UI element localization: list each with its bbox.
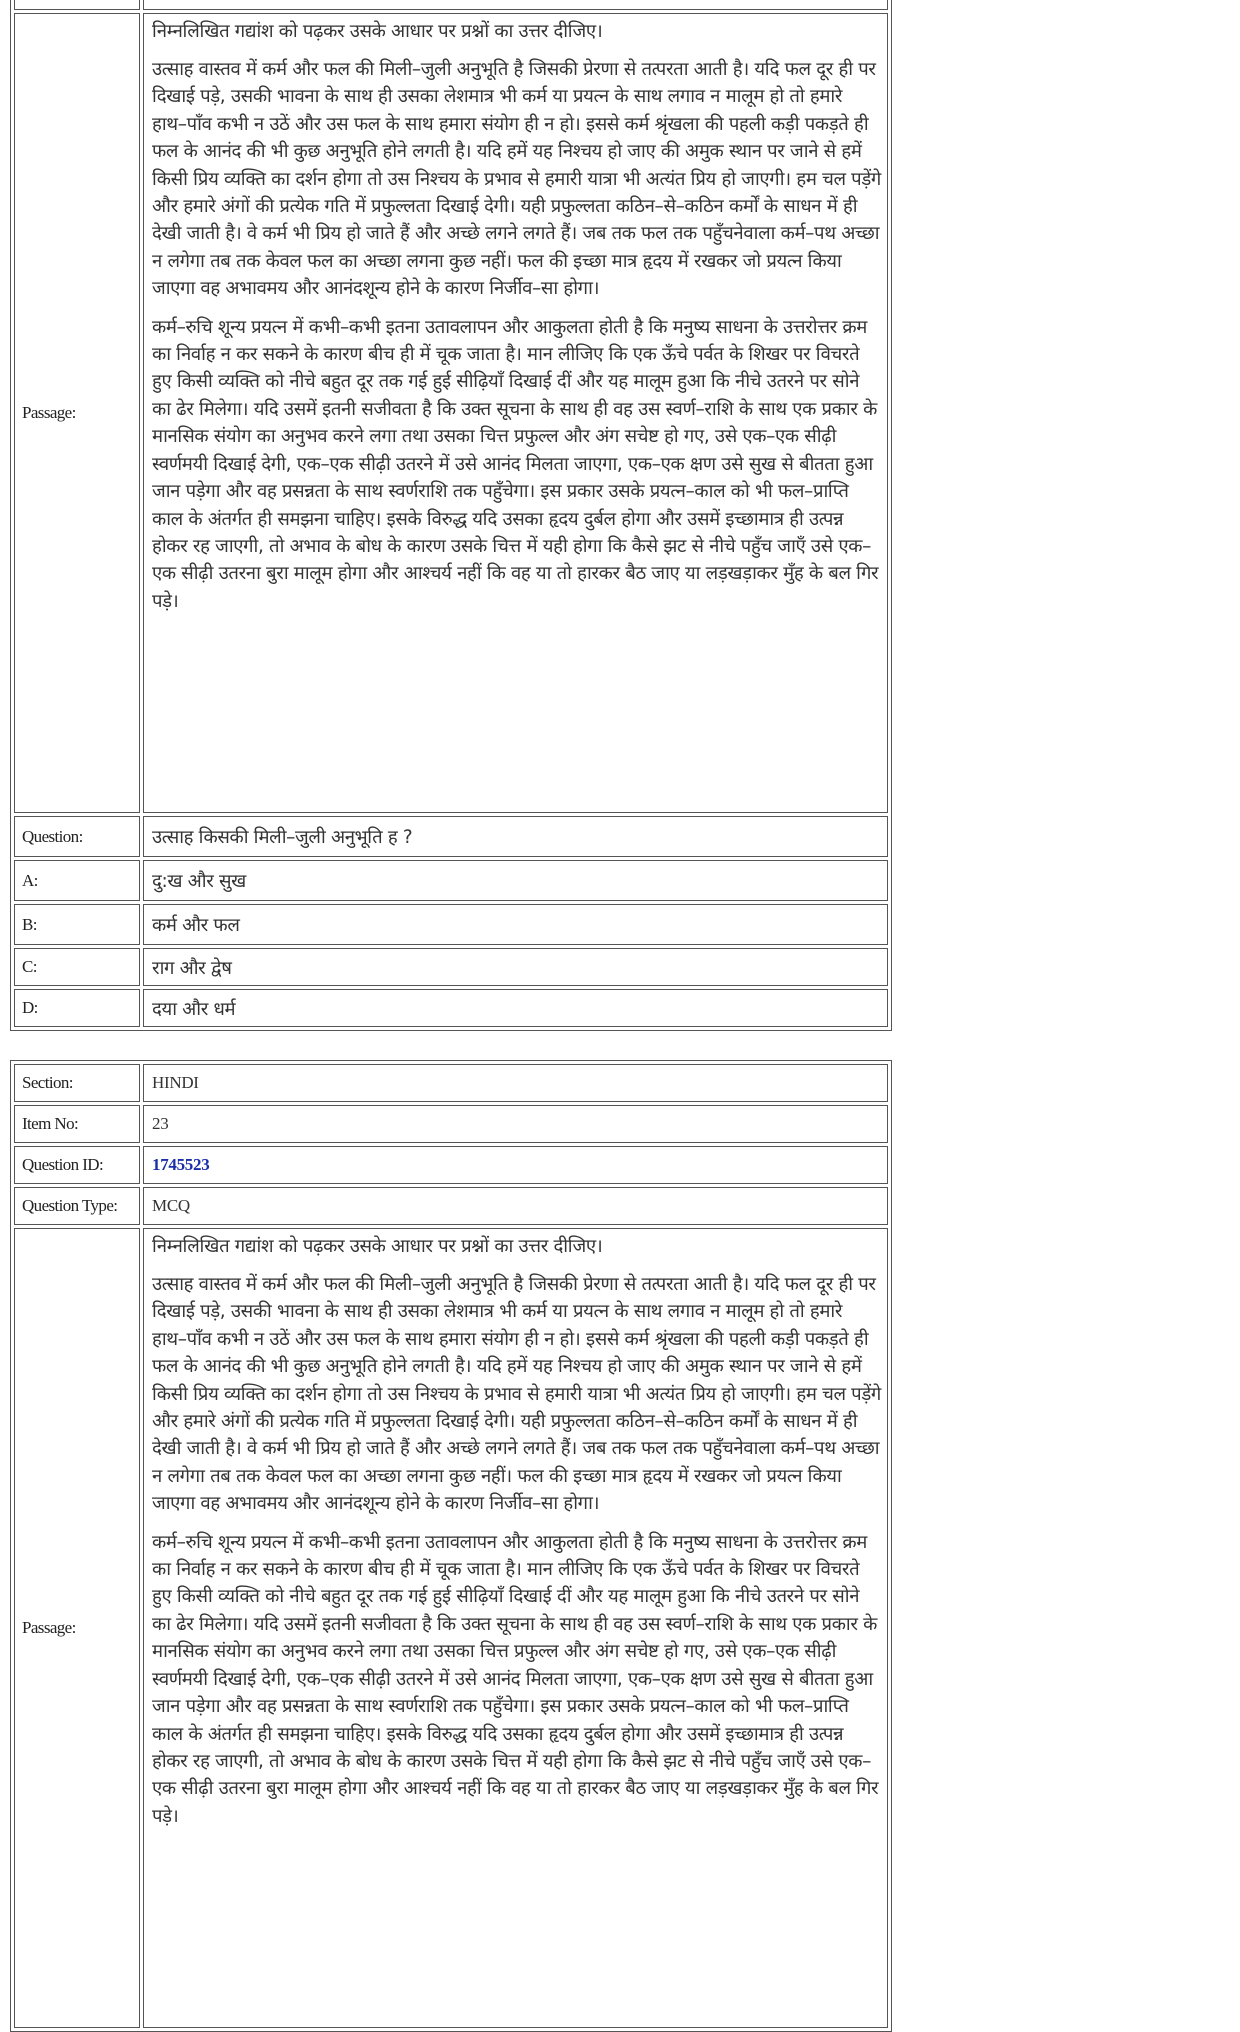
option-c-text: राग और द्वेष — [143, 948, 888, 986]
previous-value-cell — [143, 0, 888, 10]
passage-intro: निम्नलिखित गद्यांश को पढ़कर उसके आधार पर प्रश्नों का उत्तर दीजिए। — [152, 21, 603, 42]
question-block-2 — [10, 1060, 892, 2032]
question-text: उत्साह किसकी मिली–जुली अनुभूति ह ? — [143, 816, 888, 857]
question-type-label: Question Type: — [14, 1187, 140, 1225]
option-b-text: कर्म और फल — [143, 904, 888, 945]
passage-paragraph-2-2: कर्म–रुचि शून्य प्रयत्न में कभी–कभी इतना उतावलापन और आकुलता होती है कि मनुष्य साधना के उत्तरोत्तर क्रम का निर्वाह न कर सकने के कारण बीच ही में चूक जाता है। मान लीजिए कि एक ऊँचे पर्वत के शिखर पर विचरते हुए किसी व्यक्ति को नीचे बहुत दूर तक गई हुई सीढ़ियाँ दिखाई दीं और यह मालूम हुआ कि नीचे उतरने पर सोने का ढेर मिलेगा। यदि उसमें इतनी सजीवता है कि उक्त सूचना के साथ ही वह उस स्वर्ण–राशि के साथ एक प्रकार के मानसिक संयोग का अनुभव करने लगा तथा उसका चित्त प्रफुल्ल और अंग सचेष्ट हो गए, उसे एक–एक सीढ़ी स्वर्णमयी दिखाई देगी, एक–एक सीढ़ी उतरने में उसे आनंद मिलता जाएगा, एक–एक क्षण उसे सुख से बीतता हुआ जान पड़ेगा और वह प्रसन्नता के साथ स्वर्णराशि तक पहुँचेगा। इस प्रकार उसके प्रयत्न–काल को भी फल–प्राप्ति काल के अंतर्गत ही समझना चाहिए। इसके विरुद्ध यदि उसका हृदय दुर्बल होगा और उसमें इच्छामात्र ही उत्पन्न होकर रह जाएगी, तो अभाव के बोध के कारण उसके चित्त में यही होगा कि कैसे झट से नीचे पहुँच जाएँ उसे एक–एक सीढ़ी उतरना बुरा मालूम होगा और आश्चर्य नहीं कि वह या तो हारकर बैठ जाए या लड़खड़ाकर मुँह के बल गिर पड़े। — [152, 1531, 879, 1827]
option-a-text: दु:ख और सुख — [143, 860, 888, 901]
item-no-label: Item No: — [14, 1105, 140, 1143]
passage-text — [143, 13, 888, 813]
section-label: Section: — [14, 1064, 140, 1102]
question-label: Question: — [14, 816, 140, 857]
previous-label-cell — [14, 0, 140, 10]
passage-paragraph-2: कर्म–रुचि शून्य प्रयत्न में कभी–कभी इतना उतावलापन और आकुलता होती है कि मनुष्य साधना के उत्तरोत्तर क्रम का निर्वाह न कर सकने के कारण बीच ही में चूक जाता है। मान लीजिए कि एक ऊँचे पर्वत के शिखर पर विचरते हुए किसी व्यक्ति को नीचे बहुत दूर तक गई हुई सीढ़ियाँ दिखाई दीं और यह मालूम हुआ कि नीचे उतरने पर सोने का ढेर मिलेगा। यदि उसमें इतनी सजीवता है कि उक्त सूचना के साथ ही वह उस स्वर्ण–राशि के साथ एक प्रकार के मानसिक संयोग का अनुभव करने लगा तथा उसका चित्त प्रफुल्ल और अंग सचेष्ट हो गए, उसे एक–एक सीढ़ी स्वर्णमयी दिखाई देगी, एक–एक सीढ़ी उतरने में उसे आनंद मिलता जाएगा, एक–एक क्षण उसे सुख से बीतता हुआ जान पड़ेगा और वह प्रसन्नता के साथ स्वर्णराशि तक पहुँचेगा। इस प्रकार उसके प्रयत्न–काल को भी फल–प्राप्ति काल के अंतर्गत ही समझना चाहिए। इसके विरुद्ध यदि उसका हृदय दुर्बल होगा और उसमें इच्छामात्र ही उत्पन्न होकर रह जाएगी, तो अभाव के बोध के कारण उसके चित्त में यही होगा कि कैसे झट से नीचे पहुँच जाएँ उसे एक–एक सीढ़ी उतरना बुरा मालूम होगा और आश्चर्य नहीं कि वह या तो हारकर बैठ जाए या लड़खड़ाकर मुँह के बल गिर पड़े। — [152, 316, 879, 612]
section-value: HINDI — [143, 1064, 888, 1102]
passage-paragraph-1: उत्साह वास्तव में कर्म और फल की मिली–जुली अनुभूति है जिसकी प्रेरणा से तत्परता आती है। यदि फल दूर ही पर दिखाई पड़े, उसकी भावना के साथ ही उसका लेशमात्र भी कर्म या प्रयत्न के साथ लगाव न मालूम हो तो हमारे हाथ–पाँव कभी न उठें और उस फल के साथ हमारा संयोग ही न हो। इससे कर्म श्रृंखला की पहली कड़ी पकड़ते ही फल के आनंद की भी कुछ अनुभूति होने लगती है। यदि हमें यह निश्चय हो जाए की अमुक स्थान पर जाने से हमें किसी प्रिय व्यक्ति का दर्शन होगा तो उस निश्चय के प्रभाव से हमारी यात्रा भी अत्यंत प्रिय हो जाएगी। हम चल पड़ेंगे और हमारे अंगों की प्रत्येक गति में प्रफुल्लता दिखाई देगी। यही प्रफुल्लता कठिन–से–कठिन कर्मों के साधन में ही देखी जाती है। वे कर्म भी प्रिय हो जाते हैं और अच्छे लगने लगते हैं। जब तक फल तक पहुँचनेवाला कर्म–पथ अच्छा न लगेगा तब तक केवल फल का अच्छा लगना कुछ नहीं। फल की इच्छा मात्र हृदय में रखकर जो प्रयत्न किया जाएगा वह अभावमय और आनंदशून्य होने के कारण निर्जीव–सा होगा। — [152, 59, 881, 300]
option-b-label: B: — [14, 904, 140, 945]
option-c-label: C: — [14, 948, 140, 986]
question-block-1 — [10, 0, 892, 1031]
item-no-value: 23 — [143, 1105, 888, 1143]
question-id-value: 1745523 — [143, 1146, 888, 1184]
passage-label: Passage: — [14, 13, 140, 813]
option-a-label: A: — [14, 860, 140, 901]
option-d-text: दया और धर्म — [143, 989, 888, 1027]
passage-intro-2: निम्नलिखित गद्यांश को पढ़कर उसके आधार पर प्रश्नों का उत्तर दीजिए। — [152, 1236, 603, 1257]
question-type-value: MCQ — [143, 1187, 888, 1225]
option-d-label: D: — [14, 989, 140, 1027]
passage-text-2 — [143, 1228, 888, 2028]
passage-label-2: Passage: — [14, 1228, 140, 2028]
question-id-label: Question ID: — [14, 1146, 140, 1184]
passage-paragraph-1-2: उत्साह वास्तव में कर्म और फल की मिली–जुली अनुभूति है जिसकी प्रेरणा से तत्परता आती है। यदि फल दूर ही पर दिखाई पड़े, उसकी भावना के साथ ही उसका लेशमात्र भी कर्म या प्रयत्न के साथ लगाव न मालूम हो तो हमारे हाथ–पाँव कभी न उठें और उस फल के साथ हमारा संयोग ही न हो। इससे कर्म श्रृंखला की पहली कड़ी पकड़ते ही फल के आनंद की भी कुछ अनुभूति होने लगती है। यदि हमें यह निश्चय हो जाए की अमुक स्थान पर जाने से हमें किसी प्रिय व्यक्ति का दर्शन होगा तो उस निश्चय के प्रभाव से हमारी यात्रा भी अत्यंत प्रिय हो जाएगी। हम चल पड़ेंगे और हमारे अंगों की प्रत्येक गति में प्रफुल्लता दिखाई देगी। यही प्रफुल्लता कठिन–से–कठिन कर्मों के साधन में ही देखी जाती है। वे कर्म भी प्रिय हो जाते हैं और अच्छे लगने लगते हैं। जब तक फल तक पहुँचनेवाला कर्म–पथ अच्छा न लगेगा तब तक केवल फल का अच्छा लगना कुछ नहीं। फल की इच्छा मात्र हृदय में रखकर जो प्रयत्न किया जाएगा वह अभावमय और आनंदशून्य होने के कारण निर्जीव–सा होगा। — [152, 1274, 881, 1515]
